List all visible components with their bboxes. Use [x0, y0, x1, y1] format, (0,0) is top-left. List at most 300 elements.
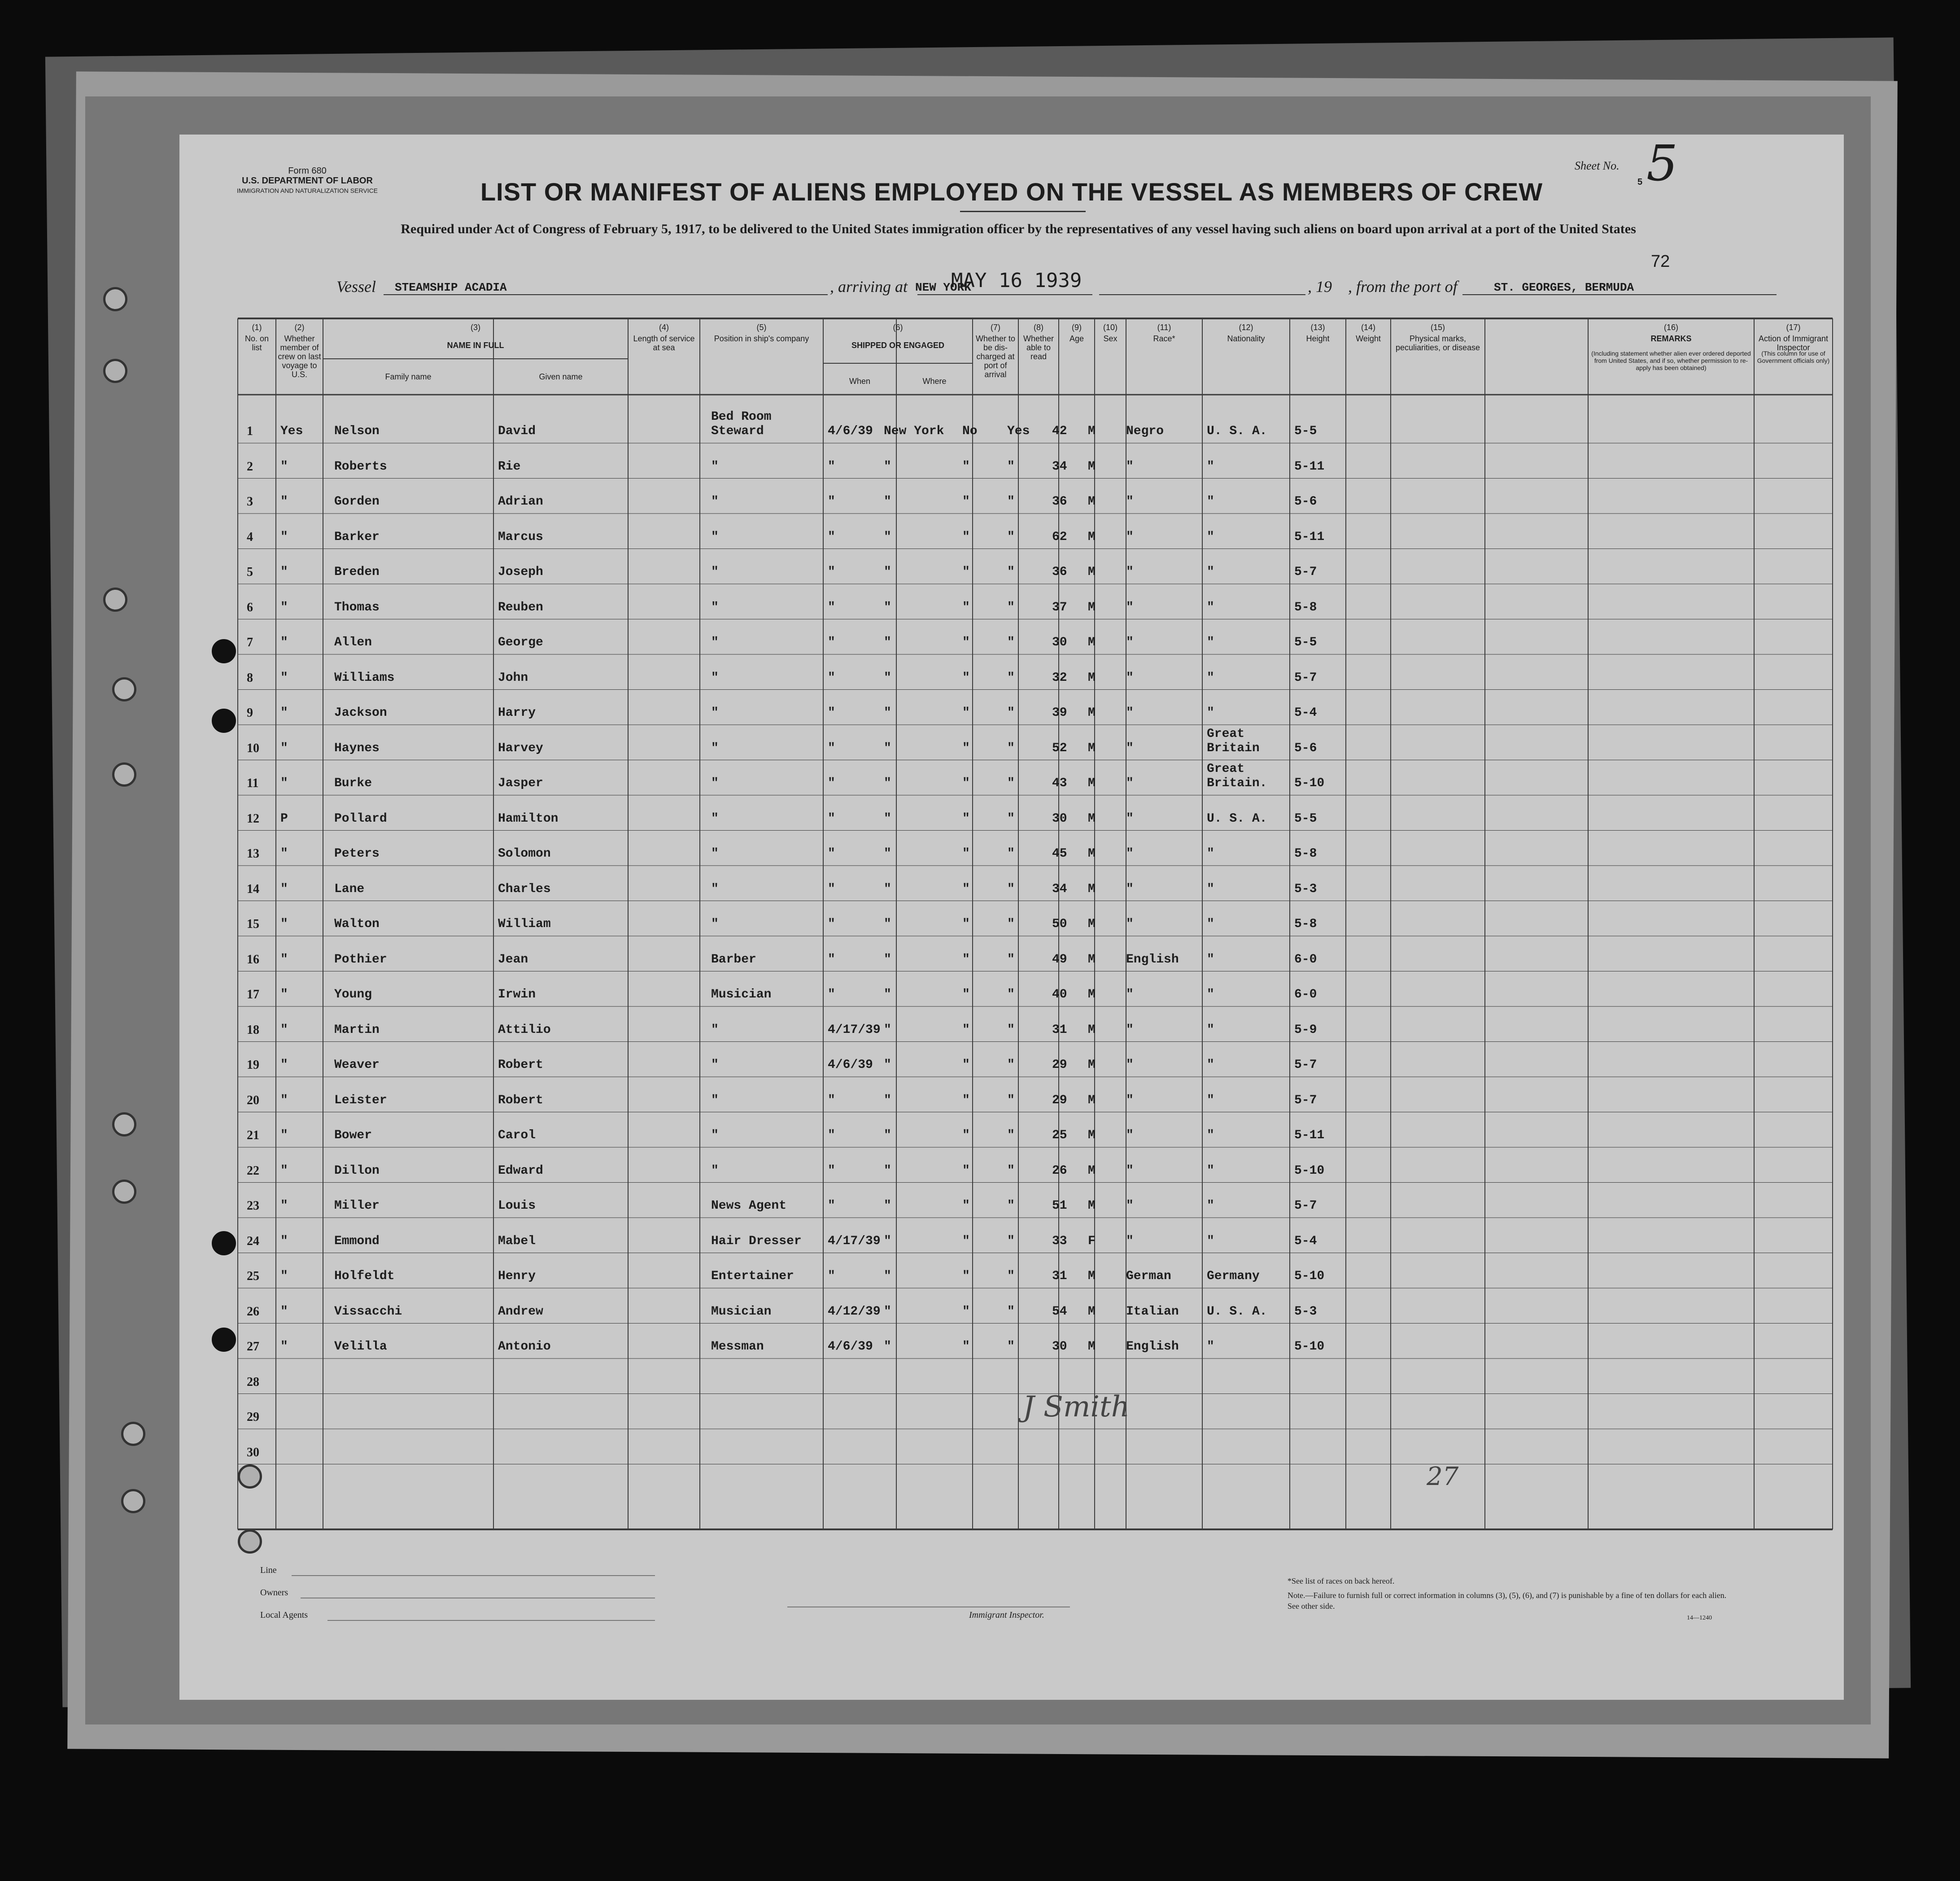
column-header-c9: Age: [1069, 334, 1084, 343]
cell-no: 9: [247, 706, 253, 720]
cell-where: ": [884, 1093, 891, 1107]
cell-disch: ": [962, 706, 970, 720]
column-header-c13: Height: [1306, 334, 1330, 343]
cell-read: ": [1007, 952, 1015, 967]
footer-note: Note.—Failure to furnish full or correct information in columns (3), (5), (6), and (7) is punishable by a fine of ten dollars for each alien. See other side.: [1288, 1591, 1727, 1611]
cell-sex: M: [1088, 1128, 1096, 1142]
cell-disch: ": [962, 1163, 970, 1178]
cell-nat: ": [1207, 847, 1214, 861]
cell-read: ": [1007, 917, 1015, 931]
cell-age: 39: [1052, 706, 1067, 720]
cell-position: ": [711, 1163, 719, 1178]
cell-sex: M: [1088, 495, 1096, 509]
cell-given: Harvey: [498, 741, 543, 755]
cell-nat: ": [1207, 917, 1214, 931]
cell-no: 12: [247, 811, 259, 826]
cell-age: 45: [1052, 847, 1067, 861]
cell-family: Velilla: [334, 1340, 387, 1354]
column-number-c13: (13): [1310, 323, 1325, 332]
cell-position: ": [711, 1128, 719, 1142]
cell-sex: M: [1088, 1304, 1096, 1319]
cell-family: Allen: [334, 636, 372, 649]
cell-disch: ": [962, 495, 970, 509]
cell-height: 5-10: [1294, 1269, 1325, 1283]
cell-when: 4/6/39: [828, 1058, 873, 1072]
column-number-c10: (10): [1103, 323, 1118, 332]
cell-sex: M: [1088, 988, 1096, 1001]
cell-disch: ": [962, 1269, 970, 1283]
cell-position: ": [711, 459, 719, 474]
cell-given: Robert: [498, 1093, 543, 1107]
cell-last: ": [280, 988, 288, 1001]
cell-race: ": [1126, 459, 1134, 474]
cell-no: 18: [247, 1023, 259, 1037]
cell-where: ": [884, 636, 891, 649]
cell-where: ": [884, 882, 891, 896]
column-header-c10: Sex: [1103, 334, 1118, 343]
cell-when: ": [828, 530, 835, 544]
cell-position: Bed Room Steward: [711, 410, 772, 438]
cell-race: ": [1126, 1199, 1134, 1213]
cell-family: Weaver: [334, 1058, 380, 1072]
cell-read: ": [1007, 882, 1015, 896]
cell-sex: M: [1088, 882, 1096, 896]
punch-hole: [103, 359, 127, 383]
cell-disch: ": [962, 811, 970, 826]
cell-given: Harry: [498, 706, 536, 720]
cell-nat: U. S. A.: [1207, 424, 1267, 438]
subheader-given: Given name: [539, 372, 583, 381]
cell-nat: ": [1207, 671, 1214, 685]
cell-disch: ": [962, 530, 970, 544]
cell-family: Emmond: [334, 1234, 380, 1248]
cell-no: 25: [247, 1269, 259, 1283]
cell-height: 5-4: [1294, 706, 1317, 720]
cell-when: 4/17/39: [828, 1234, 881, 1248]
cell-nat: ": [1207, 1093, 1214, 1107]
cell-position: ": [711, 1023, 719, 1037]
cell-read: ": [1007, 811, 1015, 826]
cell-read: ": [1007, 1023, 1015, 1037]
page-title: LIST OR MANIFEST OF ALIENS EMPLOYED ON THE VESSEL AS MEMBERS OF CREW: [480, 178, 1543, 206]
column-header-c3: NAME IN FULL: [447, 341, 504, 350]
cell-given: Jean: [498, 952, 528, 967]
cell-read: ": [1007, 459, 1015, 474]
cell-height: 5-3: [1294, 882, 1317, 896]
cell-given: Henry: [498, 1269, 536, 1283]
cell-family: Young: [334, 988, 372, 1001]
subheader-where: Where: [922, 377, 947, 386]
cell-position: ": [711, 600, 719, 614]
cell-height: 5-3: [1294, 1304, 1317, 1319]
cell-given: Hamilton: [498, 811, 559, 826]
cell-family: Dillon: [334, 1163, 380, 1178]
from-port: ST. GEORGES, BERMUDA: [1494, 281, 1634, 294]
cell-height: 5-5: [1294, 424, 1317, 438]
cell-nat: ": [1207, 706, 1214, 720]
cell-nat: U. S. A.: [1207, 1304, 1267, 1319]
cell-age: 30: [1052, 1340, 1067, 1354]
cell-age: 50: [1052, 917, 1067, 931]
cell-sex: M: [1088, 1199, 1096, 1213]
column-number-c6: (6): [893, 323, 903, 332]
cell-height: 5-10: [1294, 1163, 1325, 1178]
cell-nat: ": [1207, 1199, 1214, 1213]
cell-no: 23: [247, 1199, 259, 1213]
column-number-c4: (4): [659, 323, 669, 332]
cell-race: ": [1126, 1163, 1134, 1178]
column-number-c5: (5): [756, 323, 767, 332]
cell-where: ": [884, 847, 891, 861]
cell-nat: Germany: [1207, 1269, 1260, 1283]
cell-nat: ": [1207, 1128, 1214, 1142]
cell-race: ": [1126, 776, 1134, 790]
cell-read: ": [1007, 1058, 1015, 1072]
cell-given: Solomon: [498, 847, 551, 861]
cell-when: ": [828, 988, 835, 1001]
cell-nat: ": [1207, 1058, 1214, 1072]
cell-family: Peters: [334, 847, 380, 861]
cell-sex: M: [1088, 917, 1096, 931]
races-note: *See list of races on back hereof.: [1288, 1576, 1395, 1585]
column-number-c17: (17): [1786, 323, 1801, 332]
cell-height: 5-4: [1294, 1234, 1317, 1248]
cell-read: ": [1007, 988, 1015, 1001]
cell-no: 8: [247, 671, 253, 685]
cell-position: ": [711, 565, 719, 579]
cell-race: ": [1126, 565, 1134, 579]
cell-where: ": [884, 600, 891, 614]
cell-age: 29: [1052, 1093, 1067, 1107]
column-number-c7: (7): [991, 323, 1000, 332]
cell-given: Rie: [498, 459, 521, 474]
cell-position: ": [711, 776, 719, 790]
column-header-c4: Length of service at sea: [633, 334, 695, 352]
cell-position: ": [711, 1093, 719, 1107]
cell-given: Reuben: [498, 600, 543, 614]
cell-family: Gorden: [334, 495, 380, 509]
cell-nat: ": [1207, 636, 1214, 649]
cell-age: 51: [1052, 1199, 1067, 1213]
arriving-label: , arriving at: [830, 278, 908, 296]
cell-when: ": [828, 776, 835, 790]
cell-race: ": [1126, 1058, 1134, 1072]
cell-no: 30: [247, 1445, 259, 1459]
cell-read: ": [1007, 1234, 1015, 1248]
cell-given: Joseph: [498, 565, 543, 579]
cell-sex: M: [1088, 1163, 1096, 1178]
cell-age: 36: [1052, 495, 1067, 509]
cell-sex: M: [1088, 741, 1096, 755]
cell-where: New York: [884, 424, 944, 438]
cell-age: 36: [1052, 565, 1067, 579]
cell-given: Charles: [498, 882, 551, 896]
cell-read: ": [1007, 706, 1015, 720]
cell-nat: ": [1207, 459, 1214, 474]
footer-agents-label: Local Agents: [260, 1610, 308, 1620]
cell-read: ": [1007, 1199, 1015, 1213]
cell-where: ": [884, 1163, 891, 1178]
cell-where: ": [884, 1128, 891, 1142]
cell-last: P: [280, 811, 288, 826]
cell-last: Yes: [280, 424, 303, 438]
cell-disch: ": [962, 1234, 970, 1248]
cell-position: ": [711, 847, 719, 861]
cell-race: ": [1126, 495, 1134, 509]
cell-age: 37: [1052, 600, 1067, 614]
handwritten-total: 27: [1427, 1462, 1459, 1491]
cell-height: 5-8: [1294, 917, 1317, 931]
cell-position: News Agent: [711, 1199, 787, 1213]
cell-where: ": [884, 459, 891, 474]
cell-given: Jasper: [498, 776, 543, 790]
service-name: IMMIGRATION AND NATURALIZATION SERVICE: [237, 187, 378, 194]
cell-sex: M: [1088, 706, 1096, 720]
arriving-port: NEW YORK: [915, 281, 971, 294]
cell-height: 5-5: [1294, 636, 1317, 649]
cell-family: Martin: [334, 1023, 380, 1037]
cell-given: Irwin: [498, 988, 536, 1001]
cell-position: ": [711, 741, 719, 755]
cell-last: ": [280, 459, 288, 474]
cell-where: ": [884, 671, 891, 685]
cell-last: ": [280, 1093, 288, 1107]
cell-read: ": [1007, 1163, 1015, 1178]
sheet-number-stamp: 5: [1637, 177, 1643, 187]
cell-family: Breden: [334, 565, 380, 579]
cell-sex: M: [1088, 1023, 1096, 1037]
cell-race: English: [1126, 1340, 1179, 1354]
punch-hole: [121, 1422, 145, 1446]
column-number-c14: (14): [1361, 323, 1375, 332]
cell-position: Messman: [711, 1340, 764, 1354]
cell-nat: ": [1207, 565, 1214, 579]
column-header-c5: Position in ship's company: [714, 334, 809, 343]
cell-nat: ": [1207, 1023, 1214, 1037]
cell-when: ": [828, 459, 835, 474]
cell-race: Negro: [1126, 424, 1164, 438]
column-header-c17: Action of Immigrant Inspector: [1758, 334, 1829, 352]
cell-height: 5-11: [1294, 530, 1325, 544]
cell-last: ": [280, 600, 288, 614]
column-note-c16: (Including statement whether alien ever ordered deported from United States, and if so, whether permission to re-apply has been obtained): [1591, 350, 1751, 371]
cell-family: Jackson: [334, 706, 387, 720]
cell-family: Williams: [334, 671, 395, 685]
cell-position: Musician: [711, 1304, 772, 1319]
column-number-c12: (12): [1239, 323, 1253, 332]
cell-last: ": [280, 671, 288, 685]
cell-family: Haynes: [334, 741, 380, 755]
cell-last: ": [280, 1023, 288, 1037]
cell-when: ": [828, 636, 835, 649]
cell-no: 1: [247, 424, 253, 438]
cell-family: Vissacchi: [334, 1304, 402, 1319]
cell-disch: ": [962, 1093, 970, 1107]
column-header-c11: Race*: [1153, 334, 1175, 343]
cell-no: 17: [247, 988, 259, 1001]
cell-sex: M: [1088, 459, 1096, 474]
cell-given: David: [498, 424, 536, 438]
cell-nat: U. S. A.: [1207, 811, 1267, 826]
cell-given: Louis: [498, 1199, 536, 1213]
cell-no: 2: [247, 459, 253, 474]
cell-disch: ": [962, 1340, 970, 1354]
cell-given: Marcus: [498, 530, 543, 544]
cell-read: ": [1007, 1340, 1015, 1354]
cell-where: ": [884, 811, 891, 826]
cell-disch: ": [962, 636, 970, 649]
cell-age: 54: [1052, 1304, 1067, 1319]
cell-race: ": [1126, 882, 1134, 896]
column-header-c16: REMARKS: [1650, 334, 1692, 343]
cell-disch: ": [962, 847, 970, 861]
cell-disch: No: [962, 424, 978, 438]
cell-nat: ": [1207, 600, 1214, 614]
cell-race: ": [1126, 811, 1134, 826]
cell-height: 5-7: [1294, 1058, 1317, 1072]
cell-disch: ": [962, 741, 970, 755]
column-number-c1: (1): [252, 323, 262, 332]
cell-position: ": [711, 671, 719, 685]
cell-height: 5-8: [1294, 847, 1317, 861]
sheet-number-label: Sheet No.: [1575, 159, 1620, 172]
cell-given: Edward: [498, 1163, 543, 1178]
cell-last: ": [280, 1163, 288, 1178]
arrival-date-stamp: MAY 16 1939: [951, 269, 1082, 292]
vessel-name: STEAMSHIP ACADIA: [395, 281, 507, 294]
cell-sex: M: [1088, 636, 1096, 649]
cell-race: German: [1126, 1269, 1171, 1283]
cell-nat: ": [1207, 1340, 1214, 1354]
cell-position: ": [711, 530, 719, 544]
cell-sex: M: [1088, 565, 1096, 579]
cell-given: John: [498, 671, 528, 685]
column-header-c15: Physical marks, peculiarities, or disease: [1395, 334, 1480, 352]
cell-last: ": [280, 636, 288, 649]
cell-when: ": [828, 1199, 835, 1213]
cell-given: Attilio: [498, 1023, 551, 1037]
vessel-label: Vessel: [336, 278, 376, 296]
cell-position: ": [711, 495, 719, 509]
cell-family: Roberts: [334, 459, 387, 474]
cell-where: ": [884, 952, 891, 967]
cell-family: Lane: [334, 882, 365, 896]
cell-nat: ": [1207, 1234, 1214, 1248]
cell-race: ": [1126, 1023, 1134, 1037]
cell-given: Robert: [498, 1058, 543, 1072]
cell-family: Walton: [334, 917, 380, 931]
cell-read: ": [1007, 1093, 1015, 1107]
column-number-c2: (2): [294, 323, 305, 332]
cell-no: 10: [247, 741, 259, 755]
cell-family: Thomas: [334, 600, 380, 614]
cell-no: 22: [247, 1163, 259, 1178]
footer-line-underline: [292, 1575, 655, 1576]
cell-nat: ": [1207, 882, 1214, 896]
cell-height: 5-10: [1294, 1340, 1325, 1354]
column-number-c3: (3): [471, 323, 480, 332]
cell-disch: ": [962, 988, 970, 1001]
cell-where: ": [884, 1199, 891, 1213]
cell-race: ": [1126, 1234, 1134, 1248]
cell-position: ": [711, 636, 719, 649]
cell-family: Holfeldt: [334, 1269, 395, 1283]
cell-where: ": [884, 1340, 891, 1354]
cell-disch: ": [962, 1058, 970, 1072]
cell-last: ": [280, 917, 288, 931]
cell-sex: M: [1088, 1340, 1096, 1354]
column-note-c17: (This column for use of Government officials only): [1757, 350, 1830, 364]
cell-disch: ": [962, 671, 970, 685]
cell-age: 43: [1052, 776, 1067, 790]
cell-disch: ": [962, 1199, 970, 1213]
cell-position: Hair Dresser: [711, 1234, 802, 1248]
cell-where: ": [884, 1304, 891, 1319]
manifest-sheet: [179, 135, 1844, 1700]
cell-age: 49: [1052, 952, 1067, 967]
cell-last: ": [280, 1199, 288, 1213]
cell-position: ": [711, 811, 719, 826]
cell-height: 5-7: [1294, 565, 1317, 579]
cell-read: Yes: [1007, 424, 1030, 438]
cell-race: ": [1126, 600, 1134, 614]
cell-no: 13: [247, 847, 259, 861]
from-port-label: , from the port of: [1348, 278, 1458, 296]
cell-where: ": [884, 1269, 891, 1283]
cell-height: 5-9: [1294, 1023, 1317, 1037]
cell-when: ": [828, 1128, 835, 1142]
cell-last: ": [280, 1234, 288, 1248]
cell-when: 4/17/39: [828, 1023, 881, 1037]
column-header-c8: Whether able to read: [1023, 334, 1054, 361]
footer-line-label: Line: [260, 1565, 277, 1575]
cell-last: ": [280, 952, 288, 967]
cell-family: Miller: [334, 1199, 380, 1213]
cell-position: Entertainer: [711, 1269, 794, 1283]
cell-family: Barker: [334, 530, 380, 544]
cell-where: ": [884, 1234, 891, 1248]
cell-read: ": [1007, 671, 1015, 685]
cell-position: Musician: [711, 988, 772, 1001]
footer-owners-label: Owners: [260, 1588, 288, 1598]
cell-age: 34: [1052, 882, 1067, 896]
cell-no: 26: [247, 1304, 259, 1319]
cell-when: 4/12/39: [828, 1304, 881, 1319]
cell-race: ": [1126, 636, 1134, 649]
cell-nat: ": [1207, 988, 1214, 1001]
cell-family: Nelson: [334, 424, 380, 438]
cell-no: 16: [247, 952, 259, 967]
cell-no: 28: [247, 1375, 259, 1389]
cell-race: ": [1126, 530, 1134, 544]
cell-when: ": [828, 565, 835, 579]
cell-race: ": [1126, 1093, 1134, 1107]
cell-family: Leister: [334, 1093, 387, 1107]
cell-read: ": [1007, 847, 1015, 861]
form-number: Form 680: [288, 166, 327, 176]
cell-where: ": [884, 530, 891, 544]
cell-sex: M: [1088, 600, 1096, 614]
punch-hole: [103, 588, 127, 612]
cell-no: 15: [247, 917, 259, 931]
cell-age: 52: [1052, 741, 1067, 755]
cell-given: George: [498, 636, 543, 649]
cell-last: ": [280, 882, 288, 896]
cell-disch: ": [962, 459, 970, 474]
cell-height: 5-7: [1294, 1093, 1317, 1107]
cell-no: 7: [247, 636, 253, 649]
punch-hole: [112, 1112, 136, 1136]
